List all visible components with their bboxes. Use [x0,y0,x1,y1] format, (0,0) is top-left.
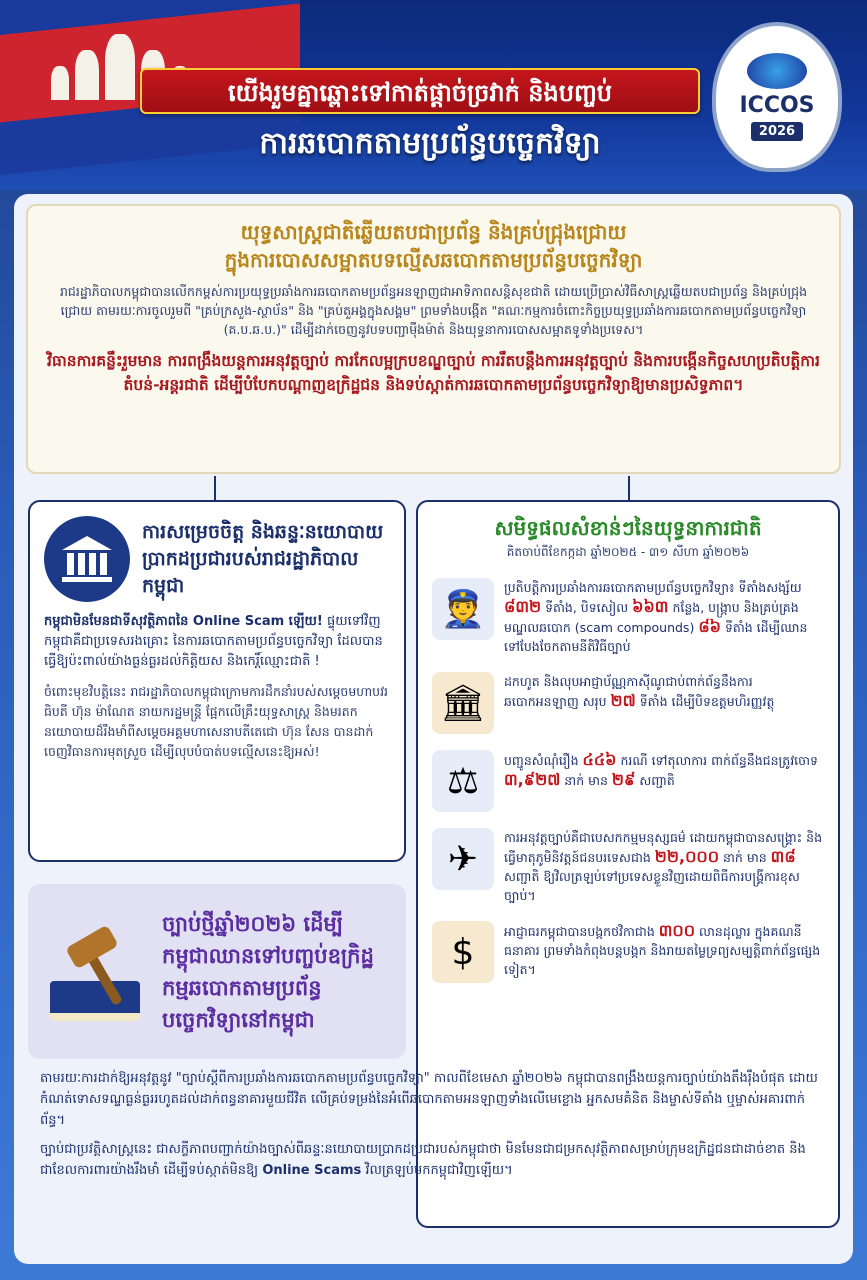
intro-emphasis: វិធានការគន្លឹះរួមមាន ការពង្រឹងយន្តការអនុវត្តច្បាប់ ការកែលម្អក្របខណ្ឌច្បាប់ ការរឹតបន្តឹងការអនុវត្តច្បាប់ និងការបង្កើនកិច្ចសហប្រតិបត្តិការតំបន់-អន្តរជាតិ ដើម្បីបំបែកបណ្តាញឧក្រិដ្ឋជន និងទប់ស្កាត់ការឆបោកតាមប្រព័ន្ធបច្ចេកវិទ្យាឱ្យមានប្រសិទ្ធភាព។ [47,352,820,394]
intro-body: រាជរដ្ឋាភិបាលកម្ពុជាបានលើកកម្ពស់ការប្រយុទ្ធប្រឆាំងការឆបោកតាមប្រព័ន្ធអនឡាញជាអាទិភាពសន្តិសុខជាតិ ដោយប្រើប្រាស់វិធីសាស្ត្រឆ្លើយតបជាប្រព័ន្ធ និងគ្រប់ជ្រុងជ្រោយ តាមរយៈការចូលរួមពី "គ្រប់ក្រសួង-ស្ថាប័ន" និង "គ្រប់តួអង្គក្នុងសង្គម" ព្រមទាំងបង្កើត "គណៈកម្មការចំពោះកិច្ចប្រយុទ្ធប្រឆាំងការឆបោកតាមប្រព័ន្ធបច្ចេកវិទ្យា (គ.ប.ឆ.ប.)" ដើម្បីដាក់ចេញនូវបទបញ្ជាម៉ឺងម៉ាត់ និងយុទ្ធនាការបោសសម្អាតទូទាំងប្រទេស។ [59,284,808,337]
new-law-box [28,884,406,1059]
police-icon: 👮 [432,578,494,640]
left-panel-text1: ផ្ទុយទៅវិញ កម្ពុជាគឺជាប្រទេសរងគ្រោះ នៃការឆបោកតាមប្រព័ន្ធបច្ចេកវិទ្យា ដែលបានធ្វើឱ្យប៉ះពាល់យ៉ាងធ្ងន់ធ្ងរដល់កិត្តិយស និងកេរ្តិ៍ឈ្មោះជាតិ ! [44,614,383,669]
bottom-paragraph1: តាមរយៈការដាក់ឱ្យអនុវត្តនូវ "ច្បាប់ស្តីពីការប្រឆាំងការឆបោកតាមប្រព័ន្ធបច្ចេកវិទ្យា" កាលពីខែមេសា ឆ្នាំ២០២៦ កម្ពុជាបានពង្រឹងយន្តការច្បាប់យ៉ាងតឹងរ៉ឹងបំផុត ដោយកំណត់ទោសទណ្ឌធ្ងន់ធ្ងររហូតដល់ដាក់ពន្ធនាគារមួយជីវិត លើគ្រប់ទម្រង់នៃអំពើឆបោកតាមអនឡាញទាំងលើមេខ្លោង អ្នកសមគំនិត និងម្ចាស់ទីតាំង ឬម្ចាស់អគារពាក់ព័ន្ធ។ [40,1071,818,1128]
item-text: សញ្ជាតិ ឱ្យវិលត្រឡប់ទៅប្រទេសខ្លួនវិញដោយពិធីការបង្គ្រីការខុសច្បាប់។ [504,869,800,903]
intro-title-line1: យុទ្ធសាស្ត្រជាតិឆ្លើយតបជាប្រព័ន្ធ និងគ្រប់ជ្រុងជ្រោយ [240,220,627,244]
item-text: ដើម្បីបិទឧត្តមហិរញ្ញវត្ថុ [667,694,775,709]
item-text: ដកហូត និងលុបអាជ្ញាប័ណ្ណកាស៊ីណូជាប់ពាក់ព័ន្ធនឹងការឆបោកអនឡាញ សរុប [504,674,753,709]
badge-year: 2026 [751,122,803,141]
item-number: ៨៣២ [504,597,542,616]
item-number: ៣០០ [658,921,696,940]
item-text: នាក់ មាន [560,773,612,788]
gavel-icon: ⚖ [432,750,494,812]
intro-box [26,204,841,474]
item-number: ២២,០០០ [654,847,720,866]
achievement-item [432,672,824,734]
right-panel-subtitle: គិតចាប់ពីខែកក្កដា ឆ្នាំ២០២៥ - ៣១ សីហា ឆ្នាំ២០២៦ [506,545,750,559]
bottom-p2-end: វិលត្រឡប់មកកម្ពុជាវិញឡើយ។ [361,1163,513,1178]
header-banner [0,0,867,190]
globe-icon [747,53,807,89]
bottom-paragraph2 [40,1139,830,1181]
item-text: ការអនុវត្តច្បាប់គឺជាបេសកកម្មមនុស្សធម៌ ដោយកម្ពុជាបានសង្គ្រោះ និងធ្វើមាតុភូមិនិវត្តន៍ជនបរទេសជាង [504,830,823,865]
government-decision-panel [28,500,406,862]
item-text: កន្លែង, បង្ក្រាប និងគ្រប់គ្រងមណ្ឌលឆបោក (scam compounds) [504,600,799,635]
item-text: សញ្ជាតិ [635,773,675,788]
achievement-item [432,828,824,905]
intro-title-line2: ក្នុងការបោសសម្អាតបទល្មើសឆបោកតាមប្រព័ន្ធបច្ចេកវិទ្យា [224,248,643,272]
achievement-item [432,750,824,812]
left-panel-bold-statement: កម្ពុជាមិនមែនជាទីសុវត្ថិភាពនៃ Online Scam ឡើយ! [44,614,323,629]
badge-name: ICCOS [739,93,815,118]
item-number: ៤៤៦ [582,750,617,769]
item-text: លានដុល្លារ [695,924,751,939]
header-title-line2: ការឆបោកតាមប្រព័ន្ធបច្ចេកវិទ្យា [259,126,601,161]
bottom-p2-bold: Online Scams [262,1163,362,1178]
connector-left [214,476,216,500]
left-panel-title: ការសម្រេចចិត្ត និងឆន្ទៈនយោបាយប្រាកដប្រជារបស់រាជរដ្ឋាភិបាលកម្ពុជា [142,520,384,597]
item-text: ទីតាំង [635,694,668,709]
item-text: ករណី ទៅតុលាការ ពាក់ព័ន្ធនឹងជនត្រូវចោទ [616,753,818,768]
item-text: ប្រតិបត្តិការប្រឆាំងការឆបោកតាមប្រព័ន្ធបច្ចេកវិទ្យា៖ ទីតាំងសង្ស័យ [504,580,802,595]
main-container [14,194,853,1264]
item-number: ៣,៩២៧ [504,770,561,789]
item-number: ២៩ [611,770,636,789]
item-text: អាជ្ញាធរកម្ពុជាបានបង្កកថវិកាជាង [504,924,659,939]
airplane-icon: ✈ [432,828,494,890]
item-number: ៨៦ [698,617,721,636]
left-panel-text2: ចំពោះមុខវិបត្តិនេះ រាជរដ្ឋាភិបាលកម្ពុជាក្រោមការដឹកនាំរបស់សម្តេចមហាបវរធិបតី ហ៊ុន ម៉ាណែត នាយករដ្ឋមន្ត្រី ផ្អែកលើគ្រឹះយុទ្ធសាស្ត្រ និងមរតកនយោបាយដ៏រឹងមាំពីសម្តេចអគ្គមហាសេនាបតីតេជោ ហ៊ុន សែន បានដាក់ចេញវិធានការមុតស្រួច ដើម្បីលុបបំបាត់បទល្មើសនេះឱ្យអស់! [44,684,389,759]
bank-dollar-icon: $ [432,921,494,983]
gavel-book-icon [42,917,152,1027]
law-title: ច្បាប់ថ្មីឆ្នាំ២០២៦ ដើម្បីកម្ពុជាឈានទៅបញ្ចប់ឧក្រិដ្ឋកម្មឆបោកតាមប្រព័ន្ធបច្ចេកវិទ្យានៅកម្ពុជា [162,911,374,1032]
achievement-item [432,921,824,983]
iccos-logo [712,22,842,172]
item-number: ៦៦៣ [632,597,669,616]
header-title-line1: យើងរួមគ្នាឆ្ពោះទៅកាត់ផ្តាច់ច្រវាក់ និងបញ្ចប់ [140,68,700,114]
bottom-text [40,1068,830,1181]
item-text: ទីតាំង, បិទសៀល [541,600,633,615]
item-text: ក្នុងគណនីធនាគារ ព្រមទាំងកំពុងបន្តបង្កក និងរាយតម្លៃទ្រព្យសម្បត្តិពាក់ព័ន្ធផ្សេងទៀត។ [504,924,821,977]
item-text: នាក់ មាន [719,850,771,865]
connector-right [628,476,630,500]
bottom-p2-text: ច្បាប់ជាប្រវត្តិសាស្ត្រនេះ ជាសក្ខីភាពបញ្ជាក់យ៉ាងច្បាស់ពីឆន្ទៈនយោបាយប្រាកដប្រជារបស់កម្ពុជាថា មិនមែនជាជម្រកសុវត្ថិភាពសម្រាប់ក្រុមឧក្រិដ្ឋជនជាដាច់ខាត និងជាខែលការពារយ៉ាងរឹងមាំ ដើម្បីទប់ស្កាត់មិនឱ្យ [40,1142,806,1178]
achievement-item [432,578,824,656]
item-number: ២៧ [610,691,636,710]
item-text: បញ្ជូនសំណុំរឿង [504,753,583,768]
right-panel-title: សមិទ្ធផលសំខាន់ៗនៃយុទ្ធនាការជាតិ [494,516,762,540]
casino-icon: 🏛 [432,672,494,734]
item-text: ទីតាំង ដើម្បីឈានទៅបែងចែកតាមនីតិវិធីច្បាប់ [504,620,808,654]
government-building-icon [44,516,130,602]
item-number: ៣៨ [770,847,796,866]
